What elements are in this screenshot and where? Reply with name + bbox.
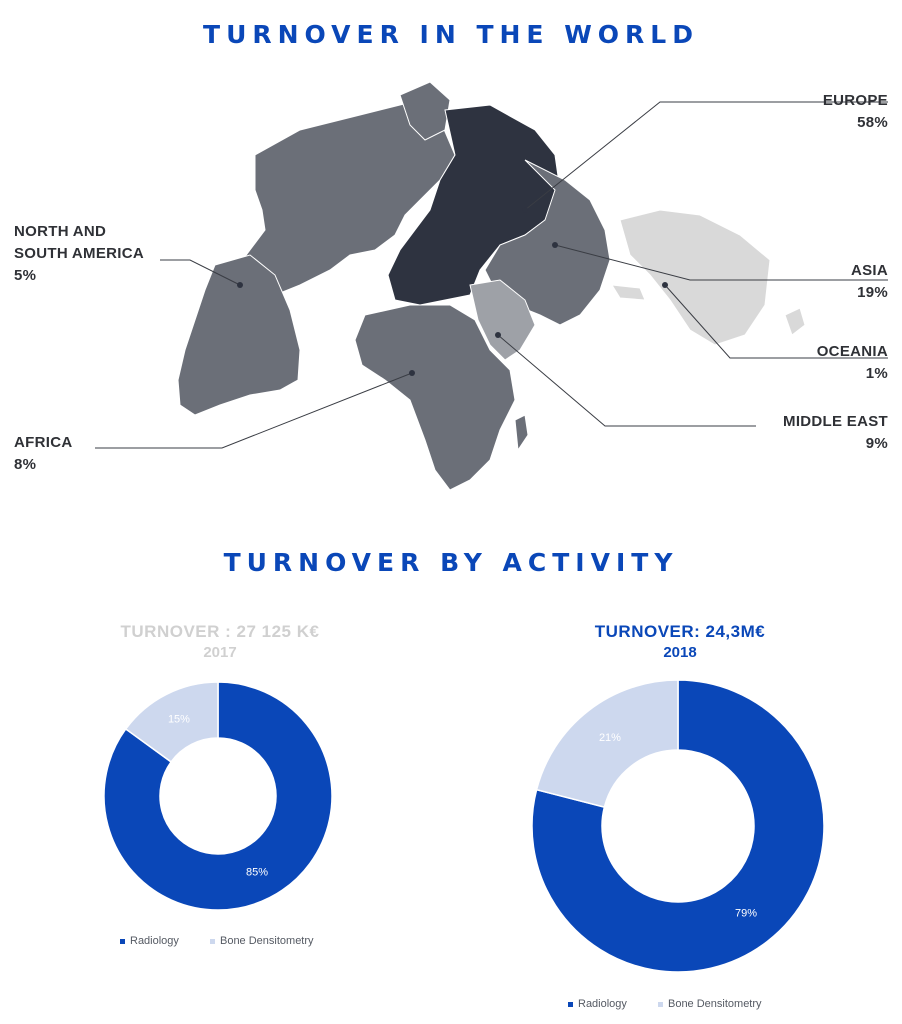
donut-2017-year: 2017 xyxy=(203,644,237,661)
europe-label xyxy=(823,90,888,134)
africa-name: AFRICA xyxy=(14,434,73,451)
asia-label xyxy=(851,260,888,304)
bone-swatch xyxy=(658,1002,663,1007)
donut-2018-title: TURNOVER: 24,3M€ xyxy=(594,622,766,641)
legend-2017 xyxy=(120,935,342,947)
africa-dot xyxy=(409,370,415,376)
americas-name-line1: NORTH AND xyxy=(14,223,107,240)
donut-2018-label-bone-densitometry: 21% xyxy=(598,732,621,745)
legend-2017-bone-label: Bone Densitometry xyxy=(219,935,314,947)
donut-2017-label-radiology: 85% xyxy=(246,866,269,879)
activity-title: TURNOVER BY ACTIVITY xyxy=(223,548,679,577)
europe-value: 58% xyxy=(857,114,888,131)
asia-name: ASIA xyxy=(850,262,888,279)
middle-east-value: 9% xyxy=(865,435,888,452)
legend-2017-radiology-label: Radiology xyxy=(130,935,179,947)
legend-2018 xyxy=(568,998,790,1010)
legend-2018-radiology xyxy=(568,998,627,1010)
donut-2018-caption xyxy=(540,622,820,661)
madagascar-region xyxy=(515,415,528,450)
middle-east-leader xyxy=(498,335,756,426)
legend-2018-bone xyxy=(658,998,762,1010)
legend-2017-bone xyxy=(210,935,314,947)
bone-swatch xyxy=(210,939,215,944)
americas-value: 5% xyxy=(14,267,37,284)
world-map xyxy=(0,60,902,530)
oceania-value: 1% xyxy=(865,365,888,382)
americas-label xyxy=(14,221,144,287)
donut-chart-2018 xyxy=(528,676,828,976)
asia-dot xyxy=(552,242,558,248)
donut-2018-label-radiology: 79% xyxy=(735,907,758,920)
legend-2017-radiology xyxy=(120,935,179,947)
radiology-swatch xyxy=(120,939,125,944)
legend-2018-radiology-label: Radiology xyxy=(578,998,627,1010)
oceania-name: OCEANIA xyxy=(816,343,888,360)
world-title: TURNOVER IN THE WORLD xyxy=(203,20,699,49)
americas-name-line2: SOUTH AMERICA xyxy=(14,245,145,262)
middle-east-dot xyxy=(495,332,501,338)
oceania-label xyxy=(817,341,888,385)
europe-name: EUROPE xyxy=(822,92,888,109)
donut-2017-title: TURNOVER : 27 125 K€ xyxy=(120,622,320,641)
middle-east-name: MIDDLE EAST xyxy=(783,413,888,430)
oceania-dot xyxy=(662,282,668,288)
radiology-swatch xyxy=(568,1002,573,1007)
donut-2018-year: 2018 xyxy=(663,644,697,661)
europe-dot xyxy=(522,207,528,213)
asia-value: 19% xyxy=(857,284,888,301)
africa-value: 8% xyxy=(14,456,37,473)
donut-2017-caption xyxy=(80,622,360,661)
oceania-region xyxy=(620,210,770,345)
donut-2017-label-bone-densitometry: 15% xyxy=(167,713,190,726)
legend-2018-bone-label: Bone Densitometry xyxy=(667,998,762,1010)
donut-chart-2017 xyxy=(100,678,336,914)
middle-east-label xyxy=(783,411,888,455)
world-map-graphic xyxy=(0,60,902,530)
africa-label xyxy=(14,432,72,476)
americas-dot xyxy=(237,282,243,288)
